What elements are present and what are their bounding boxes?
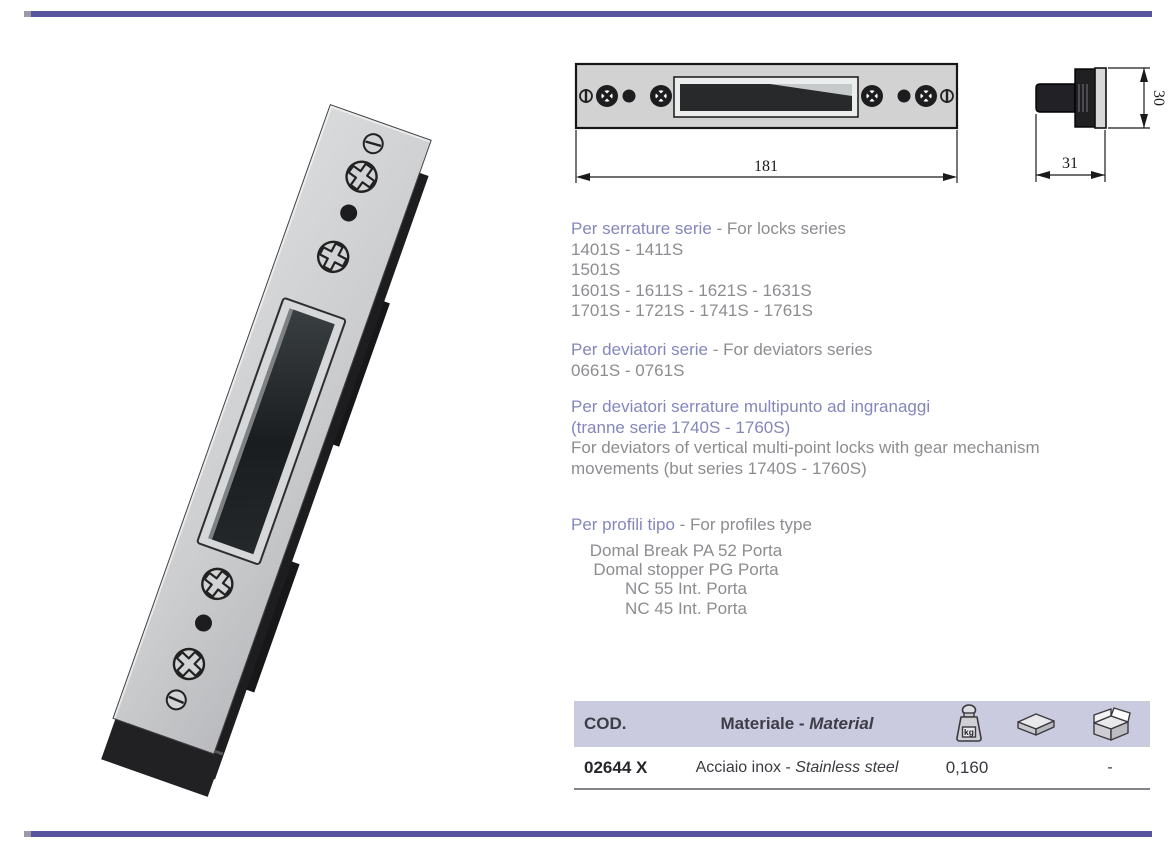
front-view-drawing xyxy=(570,58,970,190)
section-title-it: Per deviatori serrature multipunto ad ingranaggi xyxy=(571,397,931,416)
front-width-label: 181 xyxy=(754,158,778,175)
faceplate xyxy=(112,104,431,755)
section-title-en: - For deviators series xyxy=(708,340,873,359)
profile-line: Domal Break PA 52 Porta xyxy=(589,541,783,560)
series-line: 1601S - 1611S - 1621S - 1631S xyxy=(571,280,812,300)
dimension-181 xyxy=(576,130,957,183)
section-title-en: - For profiles type xyxy=(674,515,812,534)
series-line: 0661S - 0761S xyxy=(571,360,685,380)
packaging-value: - xyxy=(1107,758,1113,776)
fixing-hole xyxy=(898,90,911,103)
section-multipoint xyxy=(571,397,1146,479)
series-line: 1701S - 1721S - 1741S - 1761S xyxy=(571,301,813,321)
slotted-screw-icon xyxy=(359,130,387,158)
section-locks-series xyxy=(571,219,1146,322)
section-profiles xyxy=(571,515,1146,536)
section-title-it: Per serrature serie xyxy=(571,219,712,238)
section-title-it: Per deviatori serie xyxy=(571,340,709,359)
phillips-screw-icon xyxy=(196,562,239,605)
lock-body xyxy=(1075,69,1095,127)
section-title-it: Per profili tipo xyxy=(571,515,675,534)
section-title-it2: (tranne serie 1740S - 1760S) xyxy=(571,417,791,437)
phillips-screw-icon xyxy=(311,235,354,278)
material-header-en: Material xyxy=(809,714,874,733)
section-title-en: - For locks series xyxy=(711,219,846,238)
latch-slot xyxy=(196,296,348,566)
section-body-line: movements (but series 1740S - 1760S) xyxy=(571,458,867,478)
profile-line: NC 55 Int. Porta xyxy=(625,579,747,599)
section-body-line: For deviators of vertical multi-point locks with gear mechanism xyxy=(571,438,1040,458)
material-value-it: Acciaio inox - xyxy=(695,758,796,776)
material-value xyxy=(696,759,899,777)
fixing-hole xyxy=(338,202,360,224)
table-bottom-rule xyxy=(574,788,1150,790)
fixing-hole xyxy=(623,90,636,103)
material-header-it: Materiale - xyxy=(720,714,810,733)
section-title xyxy=(571,515,1146,536)
section-title xyxy=(571,340,1146,361)
column-header-material xyxy=(720,714,873,734)
product-code: 02644 X xyxy=(584,757,648,777)
product-photo xyxy=(112,104,431,755)
top-rule xyxy=(24,11,1152,17)
faceplate-edge xyxy=(1095,68,1106,128)
material-value-en: Stainless steel xyxy=(795,758,899,776)
profile-line: NC 45 Int. Porta xyxy=(625,598,747,618)
flat-box-icon xyxy=(1016,711,1056,737)
series-line: 1501S xyxy=(571,260,621,280)
weight-value: 0,160 xyxy=(945,757,989,777)
column-header-cod: COD. xyxy=(584,714,627,733)
weight-kg-icon xyxy=(953,703,985,745)
side-depth-label: 31 xyxy=(1062,155,1078,172)
spec-table-row xyxy=(574,747,1150,788)
phillips-screw-icon xyxy=(167,642,210,685)
latch-slot xyxy=(674,77,858,117)
spec-table xyxy=(574,701,1150,788)
slotted-screw-icon xyxy=(941,89,953,103)
phillips-screw-icon xyxy=(340,155,383,198)
slotted-screw-icon xyxy=(162,686,190,714)
open-box-icon xyxy=(1088,706,1132,742)
slotted-screw-icon xyxy=(580,89,592,103)
side-view-drawing xyxy=(1020,58,1172,190)
svg-text:kg: kg xyxy=(964,727,974,737)
bottom-rule xyxy=(24,831,1152,837)
section-title xyxy=(571,219,1146,240)
spec-table-header xyxy=(574,701,1150,747)
latch-slot-cavity xyxy=(208,308,335,554)
latch-bolt xyxy=(1036,84,1075,112)
side-height-label: 30 xyxy=(1150,90,1167,106)
fixing-hole xyxy=(193,612,215,634)
series-line: 1401S - 1411S xyxy=(571,239,684,259)
profile-line: Domal stopper PG Porta xyxy=(593,560,779,580)
profiles-list xyxy=(571,541,801,618)
section-deviators-series xyxy=(571,340,1146,381)
